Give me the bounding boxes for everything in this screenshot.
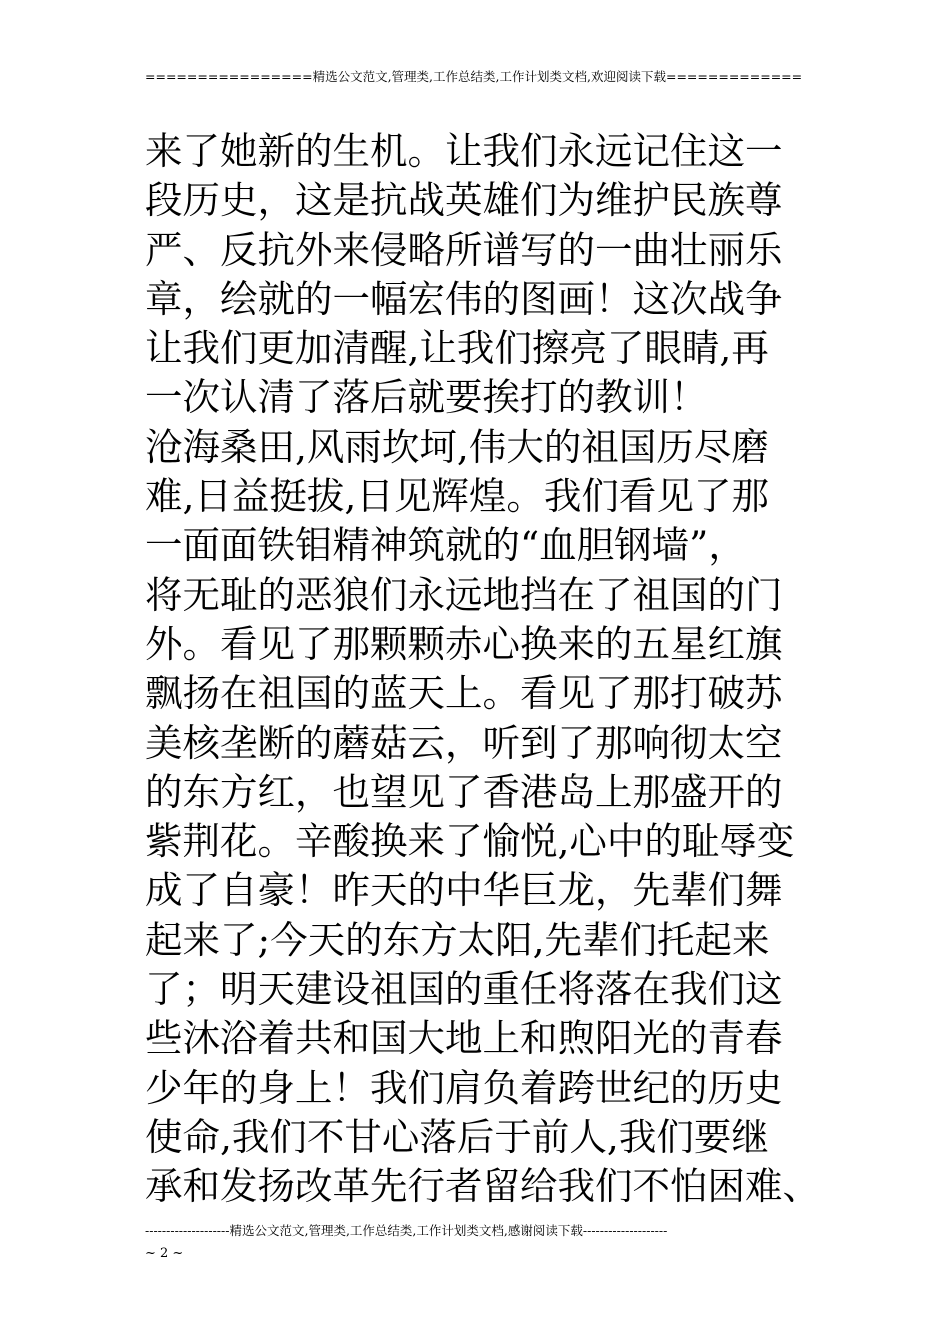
text-line: 些沐浴着共和国大地上和煦阳光的青春	[145, 1016, 783, 1061]
text-line: 一面面铁钼精神筑就的“血胆钢墙”，	[145, 523, 746, 568]
text-line: 段历史，这是抗战英雄们为维护民族尊	[145, 178, 783, 223]
text-line: 难,日益挺拔,日见辉煌。我们看见了那	[145, 474, 769, 519]
text-line: 成了自豪！昨天的中华巨龙，先辈们舞	[145, 868, 783, 913]
text-line: 使命,我们不甘心落后于前人,我们要继	[145, 1114, 769, 1159]
text-line: 将无耻的恶狼们永远地挡在了祖国的门	[145, 572, 783, 617]
text-line: 少年的身上！我们肩负着跨世纪的历史	[145, 1065, 783, 1110]
text-line: 来了她新的生机。让我们永远记住这一	[145, 129, 783, 173]
page-number: ~ 2 ~	[145, 1246, 184, 1261]
text-line: 外。看见了那颗颗赤心换来的五星红旗	[145, 621, 783, 666]
article-body	[145, 127, 820, 1212]
text-line: 让我们更加清醒,让我们擦亮了眼睛,再	[145, 326, 769, 371]
text-line: 飘扬在祖国的蓝天上。看见了那打破苏	[145, 671, 783, 716]
text-line: 严、反抗外来侵略所谱写的一曲壮丽乐	[145, 227, 783, 272]
text-line: 紫荆花。辛酸换来了愉悦,心中的耻辱变	[145, 819, 795, 864]
page-header: ================精选公文范文,管理类,工作总结类,工作计划类文档,欢迎阅读下载=============	[145, 69, 803, 84]
text-line: 美核垄断的蘑菇云，听到了那响彻太空	[145, 720, 783, 765]
page-footer: --------------------精选公文范文,管理类,工作总结类,工作计划类文档,感谢阅读下载--------------------	[145, 1223, 668, 1238]
text-line: 沧海桑田,风雨坎坷,伟大的祖国历尽磨	[145, 424, 769, 469]
text-line: 章，绘就的一幅宏伟的图画！这次战争	[145, 276, 783, 321]
text-line: 一次认清了落后就要挨打的教训！	[145, 375, 708, 420]
text-line: 起来了;今天的东方太阳,先辈们托起来	[145, 917, 770, 962]
text-line: 的东方红，也望见了香港岛上那盛开的	[145, 769, 783, 814]
text-line: 了；明天建设祖国的重任将落在我们这	[145, 967, 783, 1012]
text-line: 承和发扬改革先行者留给我们不怕困难、	[145, 1164, 820, 1209]
